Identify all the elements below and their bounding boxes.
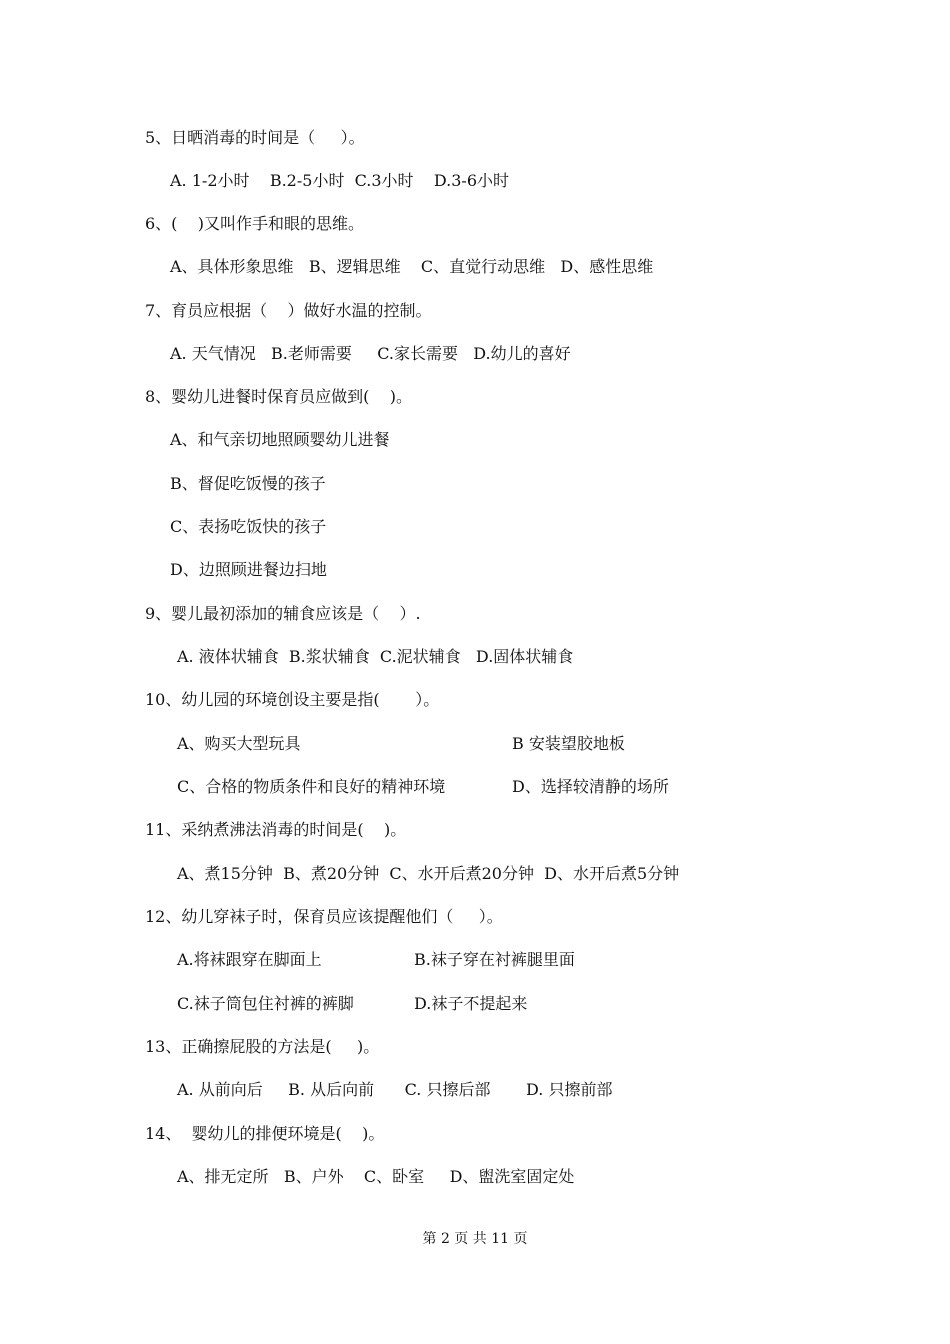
question-12-stem: 12、幼儿穿袜子时，保育员应该提醒他们（ ）。: [145, 907, 503, 926]
page-footer: 第 2 页 共 11 页: [422, 1231, 528, 1247]
question-12-option-b: B.袜子穿在衬裤腿里面: [414, 950, 575, 969]
question-7-options: A. 天气情况 B.老师需要 C.家长需要 D.幼儿的喜好: [170, 344, 571, 363]
question-5-stem: 5、日晒消毒的时间是（ ）。: [145, 128, 365, 147]
question-12-option-d: D.袜子不提起来: [414, 994, 528, 1013]
question-10-option-a: A、购买大型玩具: [177, 734, 301, 753]
question-5-options: A. 1-2小时 B.2-5小时 C.3小时 D.3-6小时: [170, 171, 510, 190]
question-7-stem: 7、育员应根据（ ）做好水温的控制。: [145, 301, 432, 320]
question-6-stem: 6、( )又叫作手和眼的思维。: [145, 214, 365, 233]
question-8-stem: 8、婴幼儿进餐时保育员应做到( )。: [145, 387, 413, 406]
question-8-option-c: C、表扬吃饭快的孩子: [170, 517, 327, 536]
question-13-options: A. 从前向后 B. 从后向前 C. 只擦后部 D. 只擦前部: [177, 1080, 613, 1099]
question-8-option-b: B、督促吃饭慢的孩子: [170, 474, 326, 493]
question-9-options: A. 液体状辅食 B.浆状辅食 C.泥状辅食 D.固体状辅食: [177, 647, 574, 666]
question-10-stem: 10、幼儿园的环境创设主要是指( ）。: [145, 690, 440, 709]
question-6-options: A、具体形象思维 B、逻辑思维 C、直觉行动思维 D、感性思维: [170, 257, 654, 276]
question-14-options: A、排无定所 B、户外 C、卧室 D、盥洗室固定处: [177, 1167, 575, 1186]
question-12-option-a: A.将袜跟穿在脚面上: [177, 950, 322, 969]
question-8-option-a: A、和气亲切地照顾婴幼儿进餐: [170, 430, 390, 449]
question-14-stem: 14、 婴幼儿的排便环境是( )。: [145, 1124, 385, 1143]
question-11-options: A、煮15分钟 B、煮20分钟 C、水开后煮20分钟 D、水开后煮5分钟: [177, 864, 680, 883]
question-10-option-d: D、选择较清静的场所: [512, 777, 669, 796]
question-10-option-c: C、合格的物质条件和良好的精神环境: [177, 777, 446, 796]
question-8-option-d: D、边照顾进餐边扫地: [170, 560, 327, 579]
question-12-option-c: C.袜子筒包住衬裤的裤脚: [177, 994, 354, 1013]
question-10-option-b: B 安装望胶地板: [512, 734, 625, 753]
question-11-stem: 11、采纳煮沸法消毒的时间是( )。: [145, 820, 407, 839]
question-13-stem: 13、正确擦屁股的方法是( )。: [145, 1037, 380, 1056]
question-9-stem: 9、婴儿最初添加的辅食应该是（ ）.: [145, 604, 421, 623]
